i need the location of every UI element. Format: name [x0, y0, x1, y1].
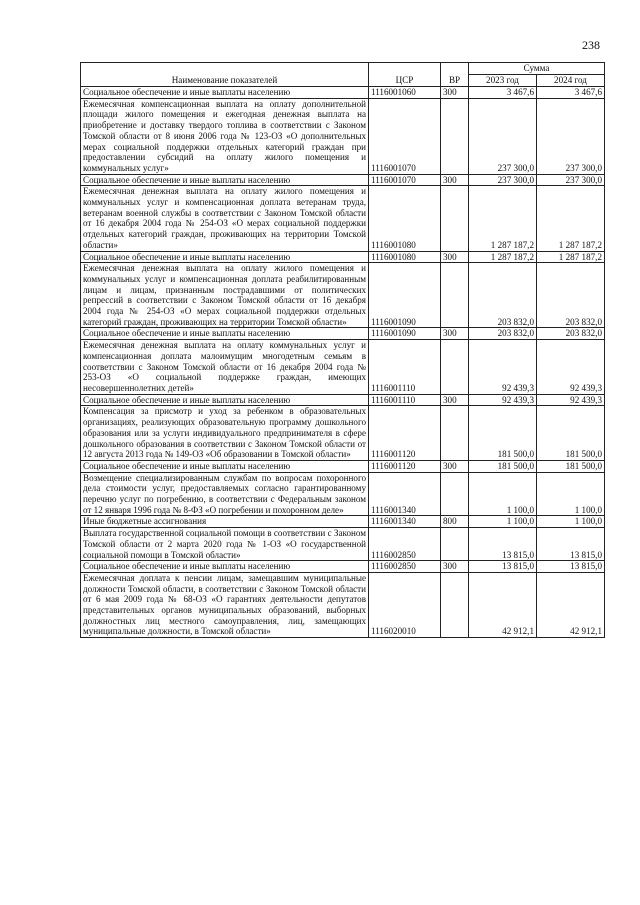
cell-csr: 1116001110 [369, 394, 441, 406]
table-row [81, 572, 605, 637]
cell-csr: 1116001090 [369, 328, 441, 340]
cell-amount-2024: 237 300,0 [537, 98, 605, 174]
cell-amount-2023: 1 100,0 [469, 516, 537, 528]
cell-amount-2024: 13 815,0 [537, 528, 605, 561]
table-row [81, 328, 605, 340]
table-row [81, 516, 605, 528]
cell-vr: 300 [441, 328, 469, 340]
cell-csr: 1116002850 [369, 561, 441, 573]
column-header-csr: ЦСР [369, 63, 441, 87]
cell-amount-2023: 92 439,3 [469, 394, 537, 406]
cell-csr: 1116002850 [369, 528, 441, 561]
cell-csr: 1116001090 [369, 263, 441, 328]
table-row [81, 406, 605, 461]
cell-amount-2024: 181 500,0 [537, 406, 605, 461]
cell-amount-2023: 181 500,0 [469, 406, 537, 461]
table-row [81, 472, 605, 516]
cell-vr [441, 472, 469, 516]
column-header-year-2023: 2023 год [469, 75, 537, 87]
column-header-vr: ВР [441, 63, 469, 87]
cell-name: Социальное обеспечение и иные выплаты населению [81, 328, 369, 340]
cell-vr: 300 [441, 87, 469, 99]
cell-csr: 1116001070 [369, 98, 441, 174]
cell-amount-2024: 3 467,6 [537, 87, 605, 99]
budget-table [80, 62, 605, 638]
cell-csr: 1116001120 [369, 460, 441, 472]
cell-amount-2024: 181 500,0 [537, 460, 605, 472]
cell-amount-2024: 92 439,3 [537, 394, 605, 406]
table-row [81, 263, 605, 328]
cell-amount-2023: 42 912,1 [469, 572, 537, 637]
cell-csr: 1116001340 [369, 516, 441, 528]
cell-amount-2024: 1 100,0 [537, 472, 605, 516]
cell-amount-2024: 1 100,0 [537, 516, 605, 528]
cell-amount-2023: 237 300,0 [469, 174, 537, 186]
cell-amount-2023: 237 300,0 [469, 98, 537, 174]
page-number: 238 [582, 38, 600, 52]
cell-name: Социальное обеспечение и иные выплаты населению [81, 460, 369, 472]
cell-vr [441, 98, 469, 174]
cell-name: Возмещение специализированным службам по вопросам похоронного дела стоимости услуг, предоставляемых согласно гарантированному перечню услуг по погребению, в соответствии с Федеральным законом от 12 января 1996 года № 8-ФЗ «О погребении и похоронном деле» [81, 472, 369, 516]
cell-amount-2023: 203 832,0 [469, 263, 537, 328]
cell-vr: 300 [441, 251, 469, 263]
cell-csr: 1116001070 [369, 174, 441, 186]
table-row [81, 561, 605, 573]
cell-amount-2023: 92 439,3 [469, 340, 537, 395]
table-row [81, 87, 605, 99]
column-header-year-2024: 2024 год [537, 75, 605, 87]
cell-amount-2024: 1 287 187,2 [537, 186, 605, 251]
cell-amount-2024: 13 815,0 [537, 561, 605, 573]
cell-amount-2024: 42 912,1 [537, 572, 605, 637]
cell-vr [441, 186, 469, 251]
cell-name: Ежемесячная доплата к пенсии лицам, замещавшим муниципальные должности Томской области, в соответствии с Законом Томской области от 6 мая 2009 года № 68-ОЗ «О гарантиях деятельности депутатов представительных органов муниципальных образований, выборных должностных лиц местного самоуправления, лиц, замещающих муниципальные должности, в Томской области» [81, 572, 369, 637]
cell-vr [441, 406, 469, 461]
cell-amount-2024: 203 832,0 [537, 263, 605, 328]
cell-amount-2024: 237 300,0 [537, 174, 605, 186]
cell-amount-2023: 181 500,0 [469, 460, 537, 472]
column-header-name: Наименование показателей [81, 63, 369, 87]
cell-csr: 1116001120 [369, 406, 441, 461]
cell-name: Выплата государственной социальной помощи в соответствии с Законом Томской области от 2 марта 2020 года № 1-ОЗ «О государственной социальной помощи в Томской области» [81, 528, 369, 561]
cell-vr: 300 [441, 460, 469, 472]
cell-amount-2024: 1 287 187,2 [537, 251, 605, 263]
cell-csr: 1116001340 [369, 472, 441, 516]
cell-vr: 300 [441, 174, 469, 186]
cell-csr: 1116001110 [369, 340, 441, 395]
cell-csr: 1116001080 [369, 251, 441, 263]
cell-name: Компенсация за присмотр и уход за ребенком в образовательных организациях, реализующих образовательную программу дошкольного образования или за услуги индивидуального предпринимателя в сфере дошкольного образования в соответствии с Законом Томской области от 12 августа 2013 года № 149-ОЗ «Об образовании в Томской области» [81, 406, 369, 461]
cell-csr: 1116001060 [369, 87, 441, 99]
cell-vr [441, 528, 469, 561]
cell-name: Иные бюджетные ассигнования [81, 516, 369, 528]
table-row [81, 98, 605, 174]
cell-amount-2023: 1 287 187,2 [469, 186, 537, 251]
cell-vr [441, 340, 469, 395]
column-header-sum: Сумма [469, 63, 605, 75]
cell-amount-2023: 3 467,6 [469, 87, 537, 99]
cell-name: Ежемесячная денежная выплата на оплату жилого помещения и коммунальных услуг и компенсационная доплата ветеранам труда, ветеранам военной службы в соответствии с Законом Томской области от 16 декабря 2004 года № 254-ОЗ «О мерах социальной поддержки отдельных категорий граждан, проживающих на территории Томской области» [81, 186, 369, 251]
cell-vr [441, 263, 469, 328]
cell-vr: 300 [441, 561, 469, 573]
cell-amount-2023: 203 832,0 [469, 328, 537, 340]
cell-vr [441, 572, 469, 637]
cell-amount-2023: 13 815,0 [469, 561, 537, 573]
cell-name: Социальное обеспечение и иные выплаты населению [81, 174, 369, 186]
cell-vr: 800 [441, 516, 469, 528]
cell-amount-2024: 92 439,3 [537, 340, 605, 395]
table-row [81, 186, 605, 251]
table-body [81, 87, 605, 638]
cell-name: Социальное обеспечение и иные выплаты населению [81, 251, 369, 263]
cell-amount-2023: 13 815,0 [469, 528, 537, 561]
cell-csr: 1116020010 [369, 572, 441, 637]
cell-amount-2024: 203 832,0 [537, 328, 605, 340]
cell-csr: 1116001080 [369, 186, 441, 251]
cell-name: Социальное обеспечение и иные выплаты населению [81, 561, 369, 573]
cell-name: Социальное обеспечение и иные выплаты населению [81, 87, 369, 99]
cell-name: Социальное обеспечение и иные выплаты населению [81, 394, 369, 406]
cell-name: Ежемесячная денежная выплата на оплату коммунальных услуг и компенсационная доплата малоимущим многодетным семьям в соответствии с Законом Томской области от 16 декабря 2004 года № 253-ОЗ «О социальной поддержке граждан, имеющих несовершеннолетних детей» [81, 340, 369, 395]
table-row [81, 174, 605, 186]
table-row [81, 251, 605, 263]
table-row [81, 394, 605, 406]
cell-name: Ежемесячная компенсационная выплата на оплату дополнительной площади жилого помещения и ежегодная денежная выплата на приобретение и доставку твердого топлива в соответствии с Законом Томской области от 8 июня 2006 года № 123-ОЗ «О дополнительных мерах социальной поддержки отдельных категорий граждан при предоставлении субсидий на оплату жилого помещения и коммунальных услуг» [81, 98, 369, 174]
table-row [81, 340, 605, 395]
cell-name: Ежемесячная денежная выплата на оплату жилого помещения и коммунальных услуг и компенсационная доплата реабилитированным лицам и лицам, признанным пострадавшими от политических репрессий в соответствии с Законом Томской области от 16 декабря 2004 года № 254-ОЗ «О мерах социальной поддержки отдельных категорий граждан, проживающих на территории Томской области» [81, 263, 369, 328]
table-row [81, 528, 605, 561]
cell-amount-2023: 1 287 187,2 [469, 251, 537, 263]
cell-vr: 300 [441, 394, 469, 406]
table-row [81, 460, 605, 472]
table-header [81, 63, 605, 87]
cell-amount-2023: 1 100,0 [469, 472, 537, 516]
